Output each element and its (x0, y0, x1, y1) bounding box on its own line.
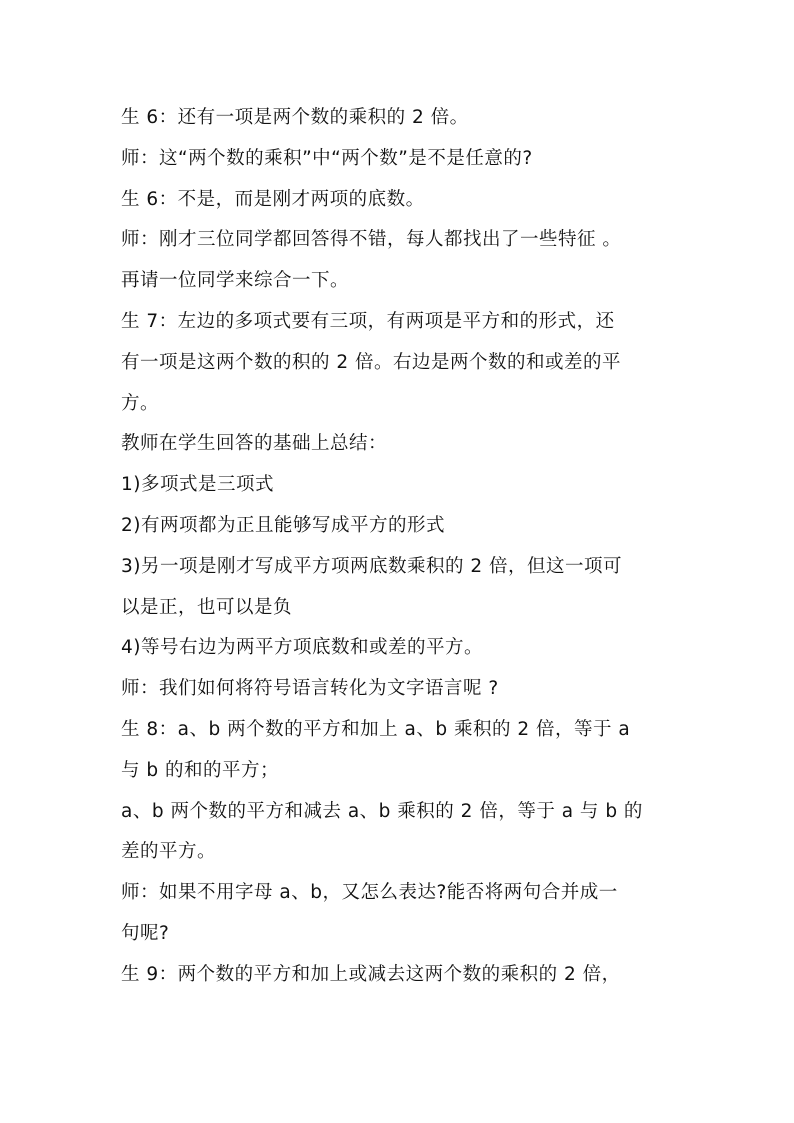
text-line: 师：如果不用字母 a、b，又怎么表达?能否将两句合并成一 (121, 882, 618, 904)
text-line: 生 6：不是，而是刚才两项的底数。 (121, 188, 425, 210)
text-line: a、b 两个数的平方和减去 a、b 乘积的 2 倍，等于 a 与 b 的 (121, 800, 643, 822)
paragraph (121, 139, 677, 180)
text-line: 差的平方。 (121, 841, 217, 863)
paragraph (121, 669, 677, 710)
text-line: 句呢? (121, 922, 170, 944)
text-line: 再请一位同学来综合一下。 (121, 270, 350, 292)
paragraph (121, 628, 677, 669)
document-body (121, 98, 677, 996)
text-line: 方。 (121, 392, 160, 414)
text-line: 师：刚才三位同学都回答得不错，每人都找出了一些特征 。 (121, 229, 622, 251)
paragraph (121, 465, 677, 506)
paragraph (121, 180, 677, 221)
paragraph (121, 424, 677, 465)
paragraph (121, 506, 677, 547)
paragraph (121, 792, 677, 874)
text-line: 生 6：还有一项是两个数的乘积的 2 倍。 (121, 107, 469, 128)
text-line: 生 9：两个数的平方和加上或减去这两个数的乘积的 2 倍， (121, 963, 621, 985)
paragraph (121, 955, 677, 996)
paragraph (121, 547, 677, 629)
text-line: 师：这“两个数的乘积”中“两个数”是不是任意的? (121, 147, 533, 169)
paragraph (121, 98, 677, 139)
paragraph (121, 710, 677, 792)
text-line: 以是正，也可以是负 (121, 596, 293, 618)
paragraph (121, 302, 677, 424)
text-line: 教师在学生回答的基础上总结： (121, 433, 388, 455)
text-line: 师：我们如何将符号语言转化为文字语言呢 ? (121, 678, 499, 700)
text-line: 4)等号右边为两平方项底数和或差的平方。 (121, 637, 483, 659)
text-line: 与 b 的和的平方； (121, 759, 280, 781)
text-line: 1)多项式是三项式 (121, 474, 274, 496)
text-line: 生 7：左边的多项式要有三项，有两项是平方和的形式，还 (121, 310, 615, 332)
text-line: 生 8：a、b 两个数的平方和加上 a、b 乘积的 2 倍，等于 a (121, 718, 631, 740)
text-line: 有一项是这两个数的积的 2 倍。右边是两个数的和或差的平 (121, 351, 622, 373)
paragraph (121, 220, 677, 302)
paragraph (121, 873, 677, 955)
text-line: 2)有两项都为正且能够写成平方的形式 (121, 514, 445, 536)
text-line: 3)另一项是刚才写成平方项两底数乘积的 2 倍，但这一项可 (121, 555, 623, 577)
